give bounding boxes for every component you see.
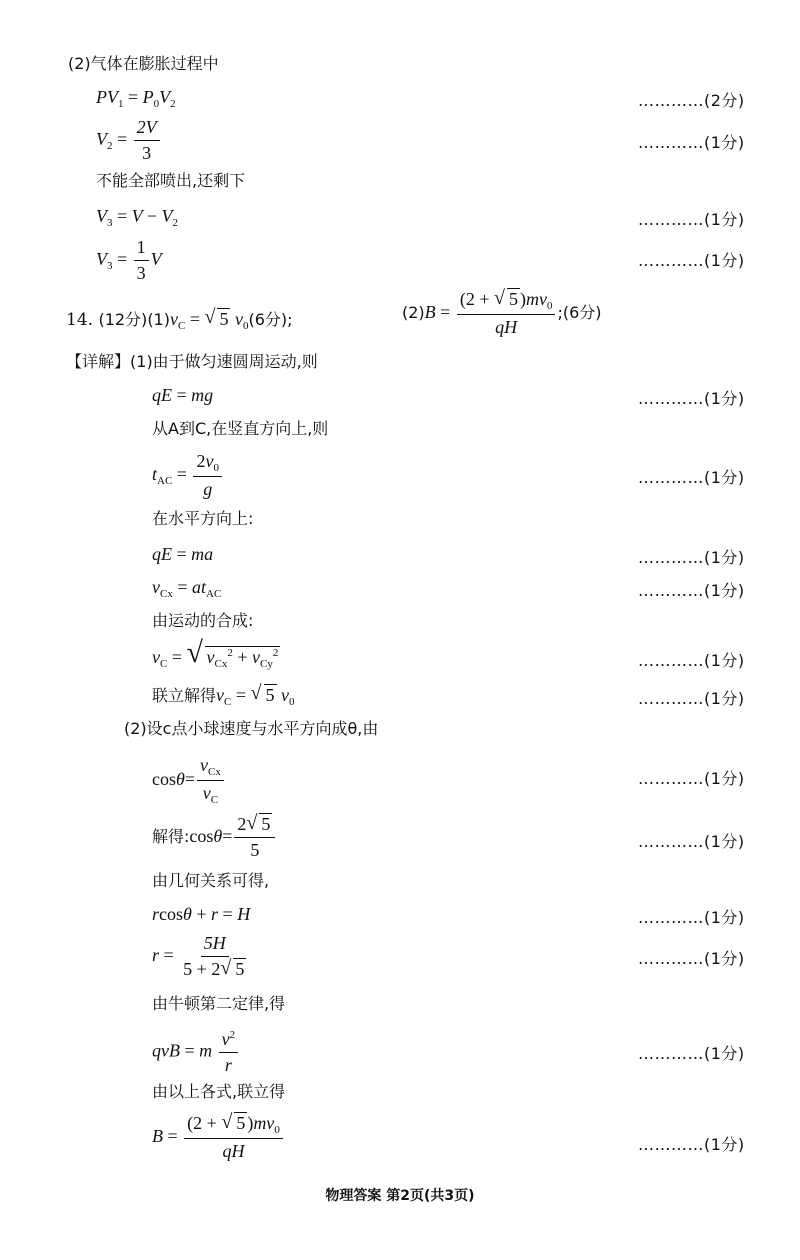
- score-line: …………(1分): [638, 548, 745, 567]
- part2-intro: (2)设c点小球速度与水平方向成θ,由: [124, 719, 379, 738]
- score-line: …………(1分): [638, 581, 745, 600]
- score-line: …………(1分): [638, 468, 745, 487]
- equation-geometry: rcosθ + r = H: [152, 904, 251, 924]
- text-combine: 由以上各式,联立得: [152, 1082, 286, 1101]
- part2-heading: (2)气体在膨胀过程中: [68, 54, 219, 73]
- score-line: …………(1分): [638, 832, 745, 851]
- score-line: …………(1分): [638, 651, 745, 670]
- equation-cos-theta: cosθ= $\frac{v_{Cx}}{v_C}$: [152, 756, 226, 806]
- text-remaining: 不能全部喷出,还剩下: [96, 171, 246, 190]
- text-compose: 由运动的合成:: [152, 611, 254, 630]
- equation-qvb: qvB = m $\frac{v^2}{r}$: [152, 1029, 240, 1076]
- q14-answer-line: 14. (12分)$(1)v_C$ = √ 5 $v_0(6$分);: [66, 306, 293, 332]
- equation-vcx: $v_{Cx} = at_{AC}$: [152, 577, 222, 600]
- equation-b-final: B = (2 + √ 5 )$mv_0$ qH: [152, 1114, 285, 1162]
- score-line: …………(1分): [638, 769, 745, 788]
- text-geometry: 由几何关系可得,: [152, 871, 270, 890]
- text-a-to-c: 从A到C,在竖直方向上,则: [152, 419, 329, 438]
- equation-qe-ma: qE = ma: [152, 544, 214, 564]
- equation-vc-result: 联立解得$v_C$ = √ 5 $v_0$: [152, 682, 295, 708]
- score-line: …………(1分): [638, 1044, 745, 1063]
- score-line: …………(1分): [638, 689, 745, 708]
- score-line: …………(1分): [638, 1135, 745, 1154]
- equation-v2: $V_2$ = $\frac{2V}{3}$: [96, 118, 162, 164]
- equation-tac: $t_{AC}$ = $\frac{2v_0}{g}$: [152, 452, 224, 500]
- q14-answer-2: (2)B = (2 + √ 5 )$mv_0$ qH ;(6分): [402, 287, 602, 338]
- text-horizontal: 在水平方向上:: [152, 509, 254, 528]
- equation-v3: $V_3 = V - V_2$: [96, 206, 178, 229]
- equation-cos-result: 解得:cosθ= 2 √ 5 5: [152, 815, 277, 861]
- q14-number: 14.: [66, 310, 94, 330]
- score-line: …………(1分): [638, 251, 745, 270]
- score-line: …………(1分): [638, 210, 745, 229]
- score-line: …………(1分): [638, 949, 745, 968]
- text-newton: 由牛顿第二定律,得: [152, 994, 286, 1013]
- score-line: …………(1分): [638, 389, 745, 408]
- score-line: …………(1分): [638, 133, 745, 152]
- q14-total: (12分): [98, 310, 148, 329]
- page-footer: 物理答案 第2页(共3页): [325, 1188, 475, 1204]
- equation-vc-sqrt: $v_C$ = √ $v_{Cx}^2 + v_{Cy}^2$: [152, 636, 279, 670]
- score-line: …………(2分): [638, 91, 745, 110]
- equation-r: r = 5H 5 + 2 √ 5: [152, 933, 245, 979]
- equation-qe-mg: qE = mg: [152, 385, 214, 405]
- equation-v3-result: $V_3$ = $\frac{1}{3}$ V: [96, 237, 162, 283]
- detail-intro: 【详解】(1)由于做匀速圆周运动,则: [66, 352, 318, 371]
- equation-pv1: $PV_1 = P_0V_2$: [96, 87, 176, 110]
- score-line: …………(1分): [638, 908, 745, 927]
